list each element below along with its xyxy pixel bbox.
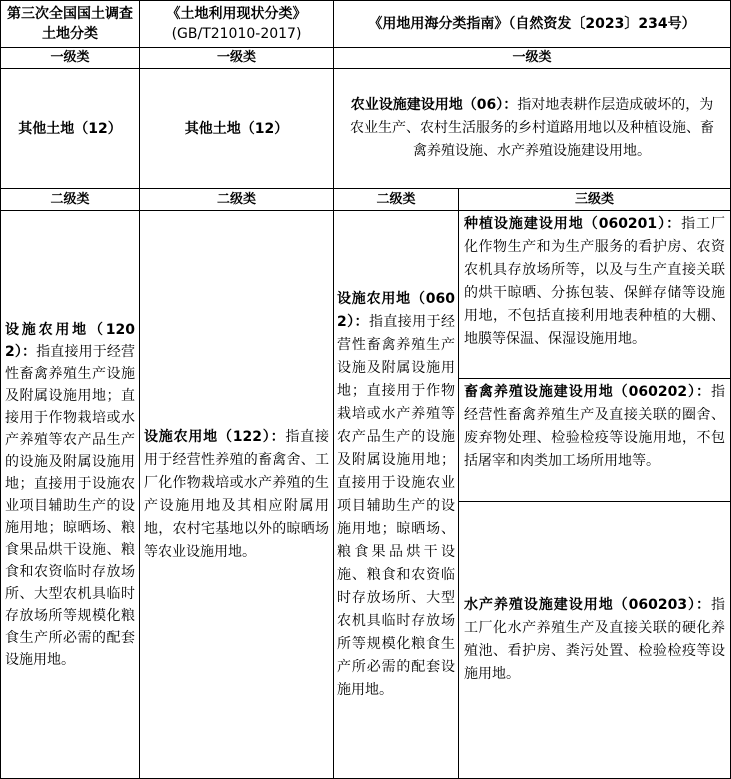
level2-col1-desc: 指直接用于经营性畜禽养殖生产设施及附属设施用地；直接用于作物栽培或水产养殖等农产品生产的设施及附属设施用地；直接用于设施农业项目辅助生产的设施用地；晾晒场、粮食果品烘干设施、粮食和农资临时存放场所、大型农机具临时存放场所等规模化粮食生产所必需的配套设施用地。 <box>5 343 136 668</box>
level2-col2 <box>139 210 334 779</box>
level1-label-text: 一级类 <box>50 50 90 65</box>
level3-item-desc: 指工厂化水产养殖生产及直接关联的硬化养殖池、看护房、粪污处置、检验检疫等设施用地。 <box>464 597 725 682</box>
header-col1 <box>0 0 140 48</box>
level3-item-name: 水产养殖设施建设用地（060203）： <box>464 597 711 613</box>
level2-col1-name: 设施农用地（1202）： <box>5 321 135 360</box>
level2-col3 <box>333 210 459 779</box>
level1-value-text: 其他土地（12） <box>184 120 289 137</box>
level3-item-name: 畜禽养殖设施建设用地（060202）： <box>464 384 711 400</box>
header-col1-text: 第三次全国国土调查土地分类 <box>7 6 133 42</box>
level1-label-text: 一级类 <box>216 50 256 65</box>
level1-label-col2 <box>139 47 334 69</box>
level1-value-col1 <box>0 68 140 189</box>
level3-label-text: 三级类 <box>574 191 614 207</box>
level2-col2-name: 设施农用地（122）： <box>144 428 286 445</box>
level3-label <box>458 188 731 211</box>
header-col2 <box>139 0 334 48</box>
level2-col2-desc: 指直接用于经营性养殖的畜禽舍、工厂化作物栽培或水产养殖的生产设施用地及其相应附属用地，农村宅基地以外的晾晒场等农业设施用地。 <box>144 428 329 560</box>
header-col3-text: 《用地用海分类指南》（自然资发〔2023〕234号） <box>368 16 696 32</box>
level2-col1 <box>0 210 140 779</box>
level1-col3-desc: 指对地表耕作层造成破坏的，为农业生产、农村生活服务的乡村道路用地以及种植设施、畜禽养殖设施、水产养殖设施建设用地。 <box>350 97 714 159</box>
level2-label-text: 二级类 <box>376 191 416 207</box>
header-col2-code: (GB/T21010-2017) <box>171 26 302 42</box>
level1-value-col2 <box>139 68 334 189</box>
header-col2-title: 《土地利用现状分类》 <box>166 6 307 22</box>
level2-label-col3 <box>333 188 459 211</box>
level3-item-desc: 指经营性畜禽养殖生产及直接关联的圈舍、废弃物处理、检验检疫等设施用地，不包括屠宰和肉类加工场所用地等。 <box>464 384 725 469</box>
level3-item-2 <box>458 378 731 502</box>
level2-label-col1 <box>0 188 140 211</box>
header-col3 <box>333 0 731 48</box>
level1-label-text: 一级类 <box>512 50 552 65</box>
level2-label-text: 二级类 <box>50 191 90 207</box>
level3-item-3 <box>458 501 731 779</box>
level3-item-desc: 指工厂化作物生产和为生产服务的看护房、农资农机具存放场所等，以及与生产直接关联的烘干晾晒、分拣包装、保鲜存储等设施用地，不包括直接利用地表种植的大棚、地膜等保温、保湿设施用地。 <box>464 216 725 347</box>
level2-col3-name: 设施农用地（0602）： <box>337 290 455 330</box>
level1-label-col3 <box>333 47 731 69</box>
level1-label-col1 <box>0 47 140 69</box>
level2-label-text: 二级类 <box>216 191 256 207</box>
level1-value-col3 <box>333 68 731 189</box>
level2-col3-desc: 指直接用于经营性畜禽养殖生产设施及附属设施用地；直接用于作物栽培或水产养殖等农产品生产的设施及附属设施用地；直接用于设施农业项目辅助生产的设施用地；晾晒场、粮食果品烘干设施、粮食和农资临时存放场所、大型农机具临时存放场所等规模化粮食生产所必需的配套设施用地。 <box>337 313 455 698</box>
level3-item-1 <box>458 210 731 379</box>
level1-value-text: 其他土地（12） <box>18 120 122 137</box>
level2-label-col2 <box>139 188 334 211</box>
level3-item-name: 种植设施建设用地（060201）： <box>464 216 682 232</box>
level1-col3-name: 农业设施建设用地（06）： <box>350 97 518 113</box>
